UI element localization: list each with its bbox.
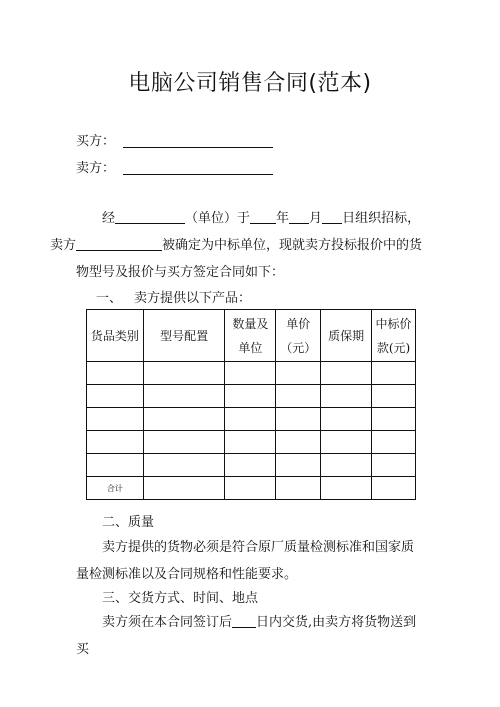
table-row <box>87 431 416 454</box>
table-row <box>87 362 416 385</box>
header-bid-price: 中标价 款(元) <box>372 310 416 362</box>
section1-number: 一、 <box>96 291 123 306</box>
intro-text-6: 卖方 <box>50 238 77 253</box>
table-total-row <box>87 477 416 500</box>
goods-table <box>86 309 416 500</box>
intro-text-5: 日组织招标， <box>342 211 421 226</box>
table-row <box>87 454 416 477</box>
section1-text: 卖方提供以下产品： <box>134 291 252 306</box>
document-title: 电脑公司销售合同(范本) <box>128 71 372 96</box>
section3-text-a: 卖方须在本合同签订后 <box>102 615 233 630</box>
intro-text-2: （单位）于 <box>185 211 251 226</box>
header-unit-price: 单价 （元） <box>276 310 321 362</box>
buyer-label: 买方： <box>76 134 116 149</box>
section3-text-b: 日内交货,由卖方将货物送到买 <box>76 615 417 657</box>
blank-month <box>289 211 309 224</box>
header-warranty: 质保期 <box>321 310 372 362</box>
blank-unit <box>115 211 185 224</box>
section3-paragraph <box>76 609 424 663</box>
seller-blank-line <box>123 162 273 175</box>
seller-row <box>76 157 273 176</box>
seller-label: 卖方： <box>76 161 116 176</box>
buyer-blank-line <box>123 135 273 148</box>
intro-text-1: 经 <box>102 211 116 226</box>
intro-text-4: 月 <box>309 211 323 226</box>
section1-heading <box>96 287 251 306</box>
intro-text-7: 被确定为中标单位，现就卖方投标报价中的货物型号及报价与买方签定合同如下： <box>76 238 423 280</box>
section2-paragraph: 卖方提供的货物必须是符合原厂质量检测标准和国家质量检测标准以及合同规格和性能要求。 <box>76 540 415 582</box>
header-quantity-unit: 数量及 单位 <box>225 310 276 362</box>
table-row <box>87 408 416 431</box>
intro-paragraph <box>50 205 424 286</box>
table-header-row <box>87 310 416 362</box>
blank-days <box>232 615 256 628</box>
blank-seller <box>76 238 162 251</box>
intro-text-3: 年 <box>276 211 290 226</box>
blank-day <box>322 211 342 224</box>
buyer-row <box>76 130 273 149</box>
header-model: 型号配置 <box>143 310 225 362</box>
header-category: 货品类别 <box>87 310 144 362</box>
total-label: 合计 <box>87 477 144 500</box>
section2-heading: 二、质量 <box>102 515 155 530</box>
table-row <box>87 385 416 408</box>
blank-year <box>250 211 276 224</box>
section3-heading: 三、交货方式、时间、地点 <box>102 591 259 606</box>
